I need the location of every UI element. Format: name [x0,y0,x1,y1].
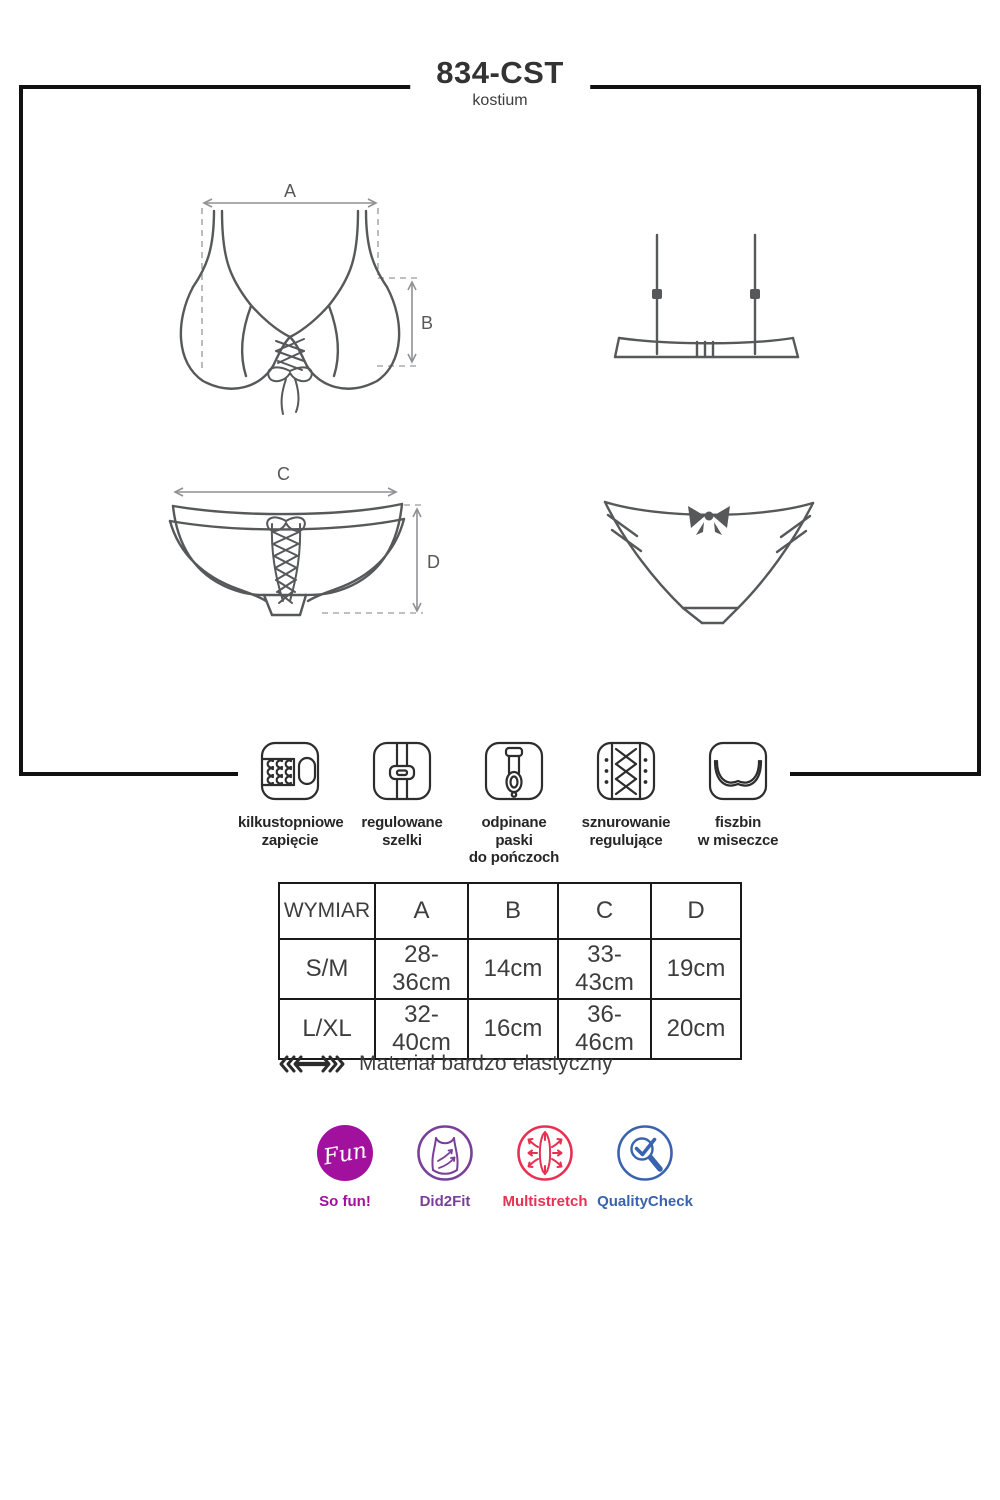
cell-b: 14cm [468,939,558,999]
badge-did2fit [395,1124,495,1210]
measurement-guides [202,208,418,372]
stretch-arrows-icon [278,1054,346,1074]
col-header-b: B [468,883,558,939]
feature-list [238,740,790,867]
feature-label: kilkustopniowe zapięcie [238,814,344,849]
dimension-label-d: D [427,552,440,572]
title-block [410,56,590,110]
size-table [278,882,742,1060]
bra-back-diagram [585,210,835,380]
badge-so-fun [295,1124,395,1210]
dimension-label-c: C [277,464,290,484]
feature-label: regulowane szelki [361,814,443,849]
bow-icon [688,506,730,535]
underwire-icon [707,740,769,802]
hook-closure-icon [259,740,321,802]
adjustable-straps-icon [371,740,433,802]
feature-adjustable-straps [350,740,454,867]
feature-label: sznurowanie regulujące [581,814,671,849]
qualitycheck-icon [616,1124,674,1182]
feature-garter-straps [462,740,566,867]
col-header-a: A [375,883,468,939]
feature-hook-closure [238,740,342,867]
badge-label: QualityCheck [597,1193,693,1210]
product-code: 834-CST [436,55,564,90]
badge-label: So fun! [319,1193,371,1210]
table-row [279,999,741,1059]
dimension-label-b: B [421,313,434,333]
cell-b: 16cm [468,999,558,1059]
cell-d: 20cm [651,999,741,1059]
cell-d: 19cm [651,939,741,999]
garter-straps-icon [483,740,545,802]
cell-c: 33-43cm [558,939,651,999]
did2fit-icon [416,1124,474,1182]
badge-qualitycheck [595,1124,695,1210]
feature-lacing [574,740,678,867]
product-type: kostium [472,92,528,110]
table-header-row [279,883,741,939]
bra-back-outline [615,235,798,357]
fun-badge-icon [316,1124,374,1182]
feature-label: odpinane paski do pończoch [468,814,560,867]
badge-label: Did2Fit [419,1193,471,1210]
table-row [279,939,741,999]
badge-multistretch [495,1124,595,1210]
multistretch-icon [516,1124,574,1182]
cell-c: 36-46cm [558,999,651,1059]
badge-row [295,1124,695,1210]
material-note [278,1052,613,1076]
col-header-d: D [651,883,741,939]
size-label: S/M [279,939,375,999]
bra-front-diagram [155,175,475,425]
bra-front-lacing [268,339,312,414]
material-note-text: Materiał bardzo elastyczny [359,1052,613,1075]
lacing-icon [595,740,657,802]
size-label: L/XL [279,999,375,1059]
panties-back-diagram [585,475,835,660]
panties-front-diagram [150,460,465,655]
fun-badge-text: Fun [321,1138,369,1171]
bra-front-outline [181,211,399,389]
col-header-c: C [558,883,651,939]
cell-a: 32-40cm [375,999,468,1059]
badge-label: Multistretch [502,1193,588,1210]
col-header-wymiar: WYMIAR [279,883,375,939]
feature-underwire [686,740,790,867]
dimension-label-a: A [284,181,297,201]
measurement-guides [322,505,423,613]
cell-a: 28-36cm [375,939,468,999]
strap-sliders [652,289,760,299]
feature-label: fiszbin w miseczce [697,814,779,849]
